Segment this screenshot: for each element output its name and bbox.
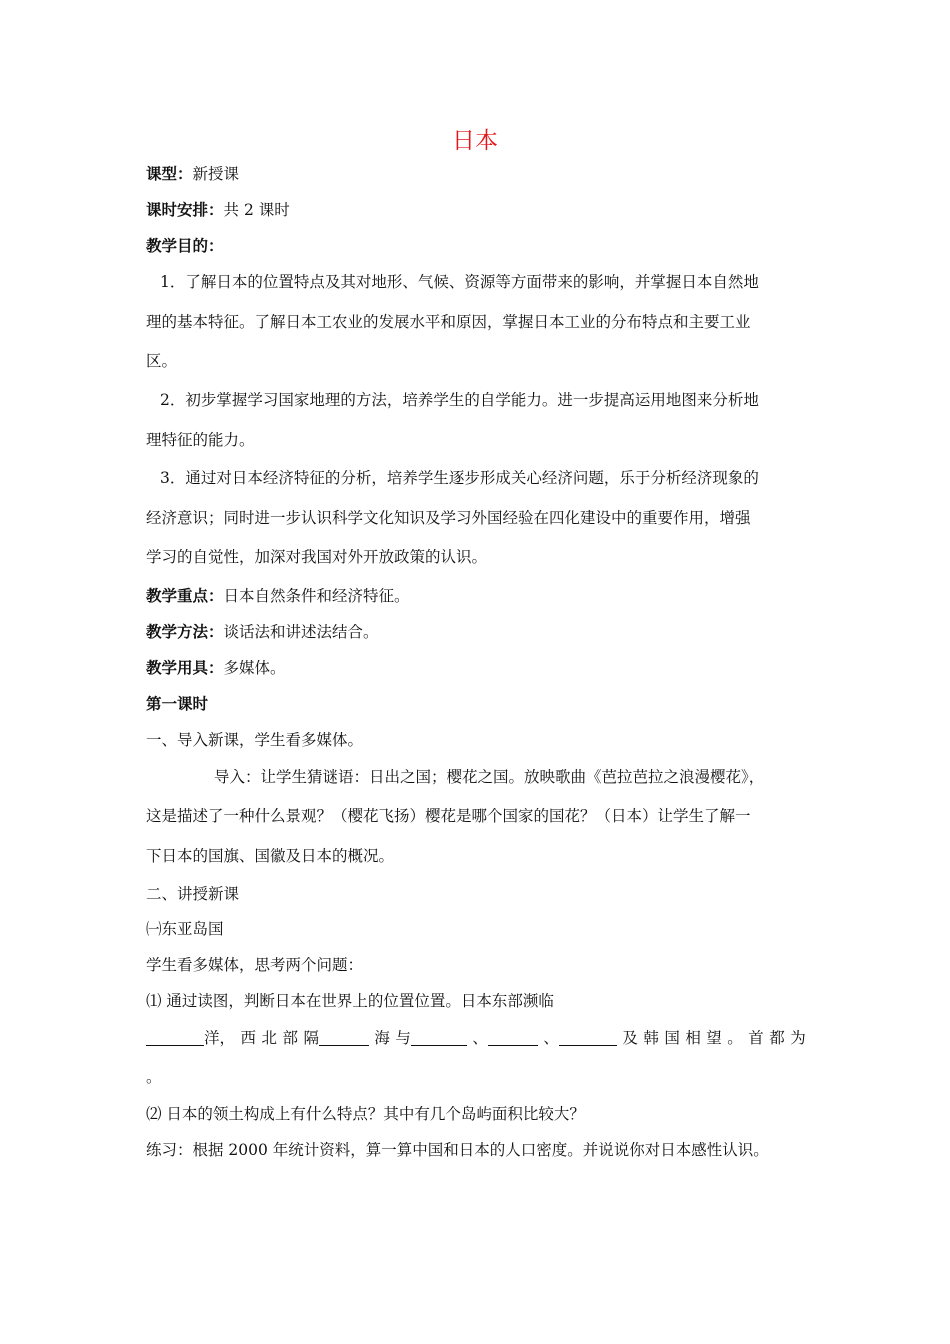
lesson-type-value: 新授课 bbox=[192, 165, 240, 183]
answer-blank[interactable] bbox=[559, 1029, 617, 1046]
goal-line: 经济意识；同时进一步认识科学文化知识及学习外国经验在四化建设中的重要作用，增强 bbox=[146, 509, 751, 527]
prompt-text: 学生看多媒体，思考两个问题： bbox=[146, 956, 364, 974]
goals-heading bbox=[146, 236, 816, 256]
goals-label: 教学目的： bbox=[146, 237, 224, 255]
fill-text: 北 bbox=[261, 1029, 277, 1047]
lesson-schedule bbox=[146, 200, 816, 220]
fill-text: 为 bbox=[790, 1029, 806, 1047]
teaching-focus bbox=[146, 586, 816, 606]
goal-line: 理的基本特征。了解日本工农业的发展水平和原因，掌握日本工业的分布特点和主要工业 bbox=[146, 313, 751, 331]
fill-text: 海 bbox=[374, 1029, 390, 1047]
intro-line: 下日本的国旗、国徽及日本的概况。 bbox=[146, 847, 395, 865]
fill-text: 、 bbox=[472, 1029, 488, 1047]
schedule-label: 课时安排： bbox=[146, 201, 224, 219]
schedule-value: 共 2 课时 bbox=[223, 201, 290, 219]
fill-text: 洋， bbox=[204, 1029, 236, 1047]
fill-text: 部 bbox=[282, 1029, 298, 1047]
goal-line: 理特征的能力。 bbox=[146, 431, 255, 449]
goal-line: 学习的自觉性，加深对我国对外开放政策的认识。 bbox=[146, 548, 488, 566]
goal-line: 区。 bbox=[146, 352, 178, 370]
intro-line: 这是描述了一种什么景观？（樱花飞扬）樱花是哪个国家的国花？（日本）让学生了解一 bbox=[146, 807, 751, 825]
question-1-blanks bbox=[146, 1028, 806, 1048]
question-1: ⑴ 通过读图，判断日本在世界上的位置位置。日本东部濒临 bbox=[146, 992, 554, 1010]
fill-text: 。 bbox=[727, 1029, 743, 1047]
intro-title: 一、导入新课，学生看多媒体。 bbox=[146, 731, 364, 749]
fill-text: 望 bbox=[706, 1029, 722, 1047]
teach-title: 二、讲授新课 bbox=[146, 885, 240, 903]
lesson1-heading: 第一课时 bbox=[146, 695, 209, 713]
intro-line: 导入：让学生猜谜语：日出之国；樱花之国。放映歌曲《芭拉芭拉之浪漫樱花》， bbox=[214, 768, 765, 786]
method-value: 谈话法和讲述法结合。 bbox=[223, 623, 379, 641]
fill-text: 都 bbox=[769, 1029, 785, 1047]
fill-text: 西 bbox=[240, 1029, 256, 1047]
question-2: ⑵ 日本的领土构成上有什么特点？其中有几个岛屿面积比较大？ bbox=[146, 1105, 585, 1123]
fill-text: 韩 bbox=[643, 1029, 659, 1047]
goal-line: 1．了解日本的位置特点及其对地形、气候、资源等方面带来的影响，并掌握日本自然地 bbox=[160, 273, 759, 291]
fill-text: 及 bbox=[622, 1029, 638, 1047]
page-title: 日本 bbox=[452, 128, 498, 154]
answer-blank[interactable] bbox=[411, 1029, 467, 1046]
lesson-type bbox=[146, 164, 816, 184]
goal-line: 3．通过对日本经济特征的分析，培养学生逐步形成关心经济问题，乐于分析经济现象的 bbox=[160, 469, 759, 487]
fill-text: 国 bbox=[664, 1029, 680, 1047]
focus-label: 教学重点： bbox=[146, 587, 224, 605]
fill-text: 、 bbox=[543, 1029, 559, 1047]
answer-blank[interactable] bbox=[146, 1029, 204, 1046]
answer-blank[interactable] bbox=[319, 1029, 369, 1046]
exercise: 练习：根据 2000 年统计资料，算一算中国和日本的人口密度。并说说你对日本感性认识。 bbox=[146, 1141, 769, 1159]
fill-text: 首 bbox=[748, 1029, 764, 1047]
goal-line: 2．初步掌握学习国家地理的方法，培养学生的自学能力。进一步提高运用地图来分析地 bbox=[160, 391, 759, 409]
tools-label: 教学用具： bbox=[146, 659, 224, 677]
method-label: 教学方法： bbox=[146, 623, 224, 641]
tools-value: 多媒体。 bbox=[223, 659, 286, 677]
teaching-tools bbox=[146, 658, 816, 678]
answer-blank[interactable] bbox=[488, 1029, 538, 1046]
fill-text: 相 bbox=[685, 1029, 701, 1047]
teaching-method bbox=[146, 622, 816, 642]
fill-text: 与 bbox=[395, 1029, 411, 1047]
section-title: ㈠东亚岛国 bbox=[146, 920, 224, 938]
lesson-type-label: 课型： bbox=[146, 165, 193, 183]
question-1-end: 。 bbox=[146, 1068, 162, 1086]
focus-value: 日本自然条件和经济特征。 bbox=[223, 587, 410, 605]
fill-text: 隔 bbox=[303, 1029, 319, 1047]
